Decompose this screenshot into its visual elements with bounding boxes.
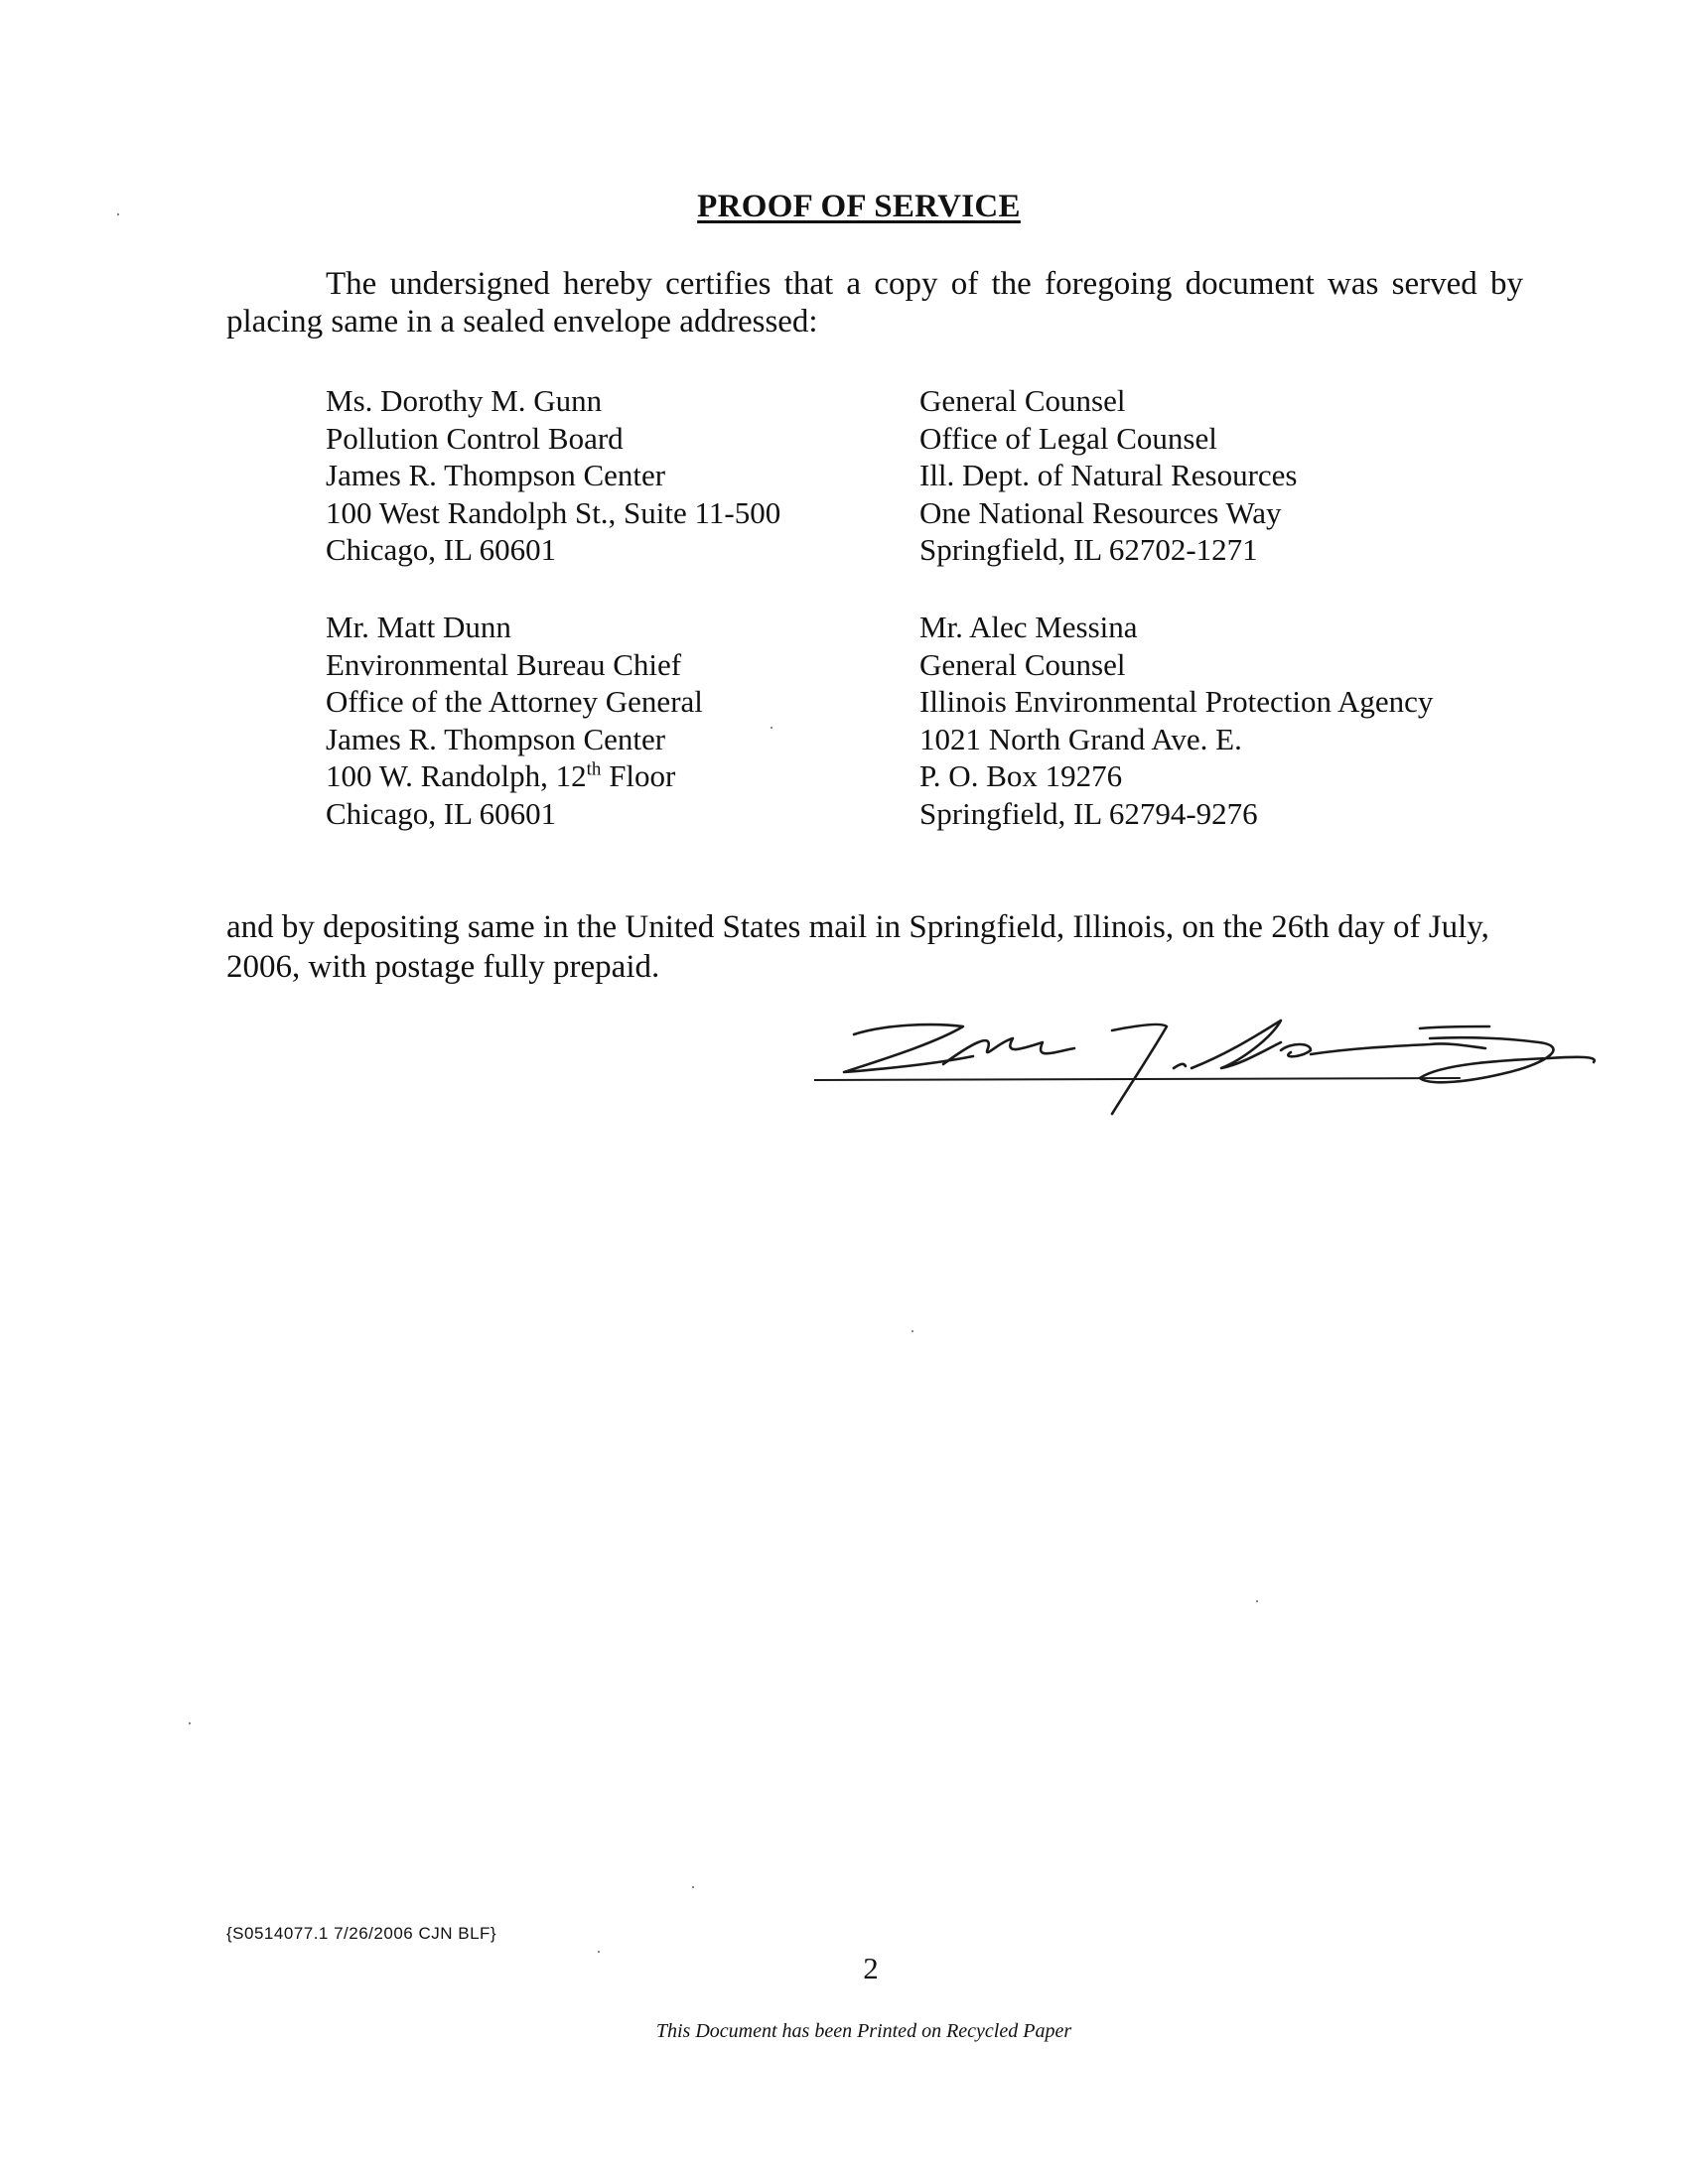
address-line: Pollution Control Board (326, 420, 624, 456)
scan-speck (771, 727, 772, 729)
address-line: James R. Thompson Center (326, 721, 666, 756)
address-line: Office of Legal Counsel (919, 420, 1217, 456)
scan-speck (1256, 1600, 1258, 1602)
document-id: {S0514077.1 7/26/2006 CJN BLF} (226, 1924, 497, 1943)
address-line: Chicago, IL 60601 (326, 795, 557, 831)
scan-speck (117, 213, 119, 215)
address-block-gunn (326, 382, 780, 569)
intro-paragraph: The undersigned hereby certifies that a copy of the foregoing document was served by placing same in a sealed envelope addressed: (226, 266, 1523, 340)
address-line: Environmental Bureau Chief (326, 646, 682, 682)
address-block-dnr (919, 382, 1298, 569)
address-line: Springfield, IL 62702-1271 (919, 532, 1258, 567)
address-block-messina (919, 609, 1433, 832)
scan-speck (912, 1330, 913, 1332)
address-line: Ill. Dept. of Natural Resources (919, 458, 1298, 492)
address-line: General Counsel (919, 383, 1126, 418)
page-number: 2 (863, 1951, 879, 1985)
address-line: General Counsel (919, 646, 1126, 682)
address-line: Office of the Attorney General (326, 684, 703, 719)
address-line: 1021 North Grand Ave. E. (919, 721, 1242, 756)
scan-speck (598, 1951, 600, 1953)
address-line: Ms. Dorothy M. Gunn (326, 383, 603, 418)
address-line: Mr. Matt Dunn (326, 610, 511, 644)
address-line: Mr. Alec Messina (919, 610, 1138, 644)
closing-paragraph: and by depositing same in the United States mail in Springfield, Illinois, on the 26th day of July, 2006, with postage fully prepaid. (226, 909, 1489, 985)
recycled-paper-note: This Document has been Printed on Recycled Paper (655, 2020, 1072, 2042)
floor-word: Floor (601, 758, 676, 793)
address-line: One National Resources Way (919, 494, 1282, 530)
scan-speck (692, 1886, 694, 1888)
handwritten-signature (814, 1003, 1599, 1132)
ordinal-suffix: th (586, 758, 602, 780)
address-line: Springfield, IL 62794-9276 (919, 795, 1258, 831)
address-line: P. O. Box 19276 (919, 758, 1123, 793)
address-block-dunn (326, 609, 703, 832)
address-line: James R. Thompson Center (326, 458, 666, 492)
scan-speck (189, 1722, 191, 1724)
address-line: Chicago, IL 60601 (326, 532, 557, 567)
street-text: 100 W. Randolph, 12 (326, 758, 587, 793)
page-title: PROOF OF SERVICE (697, 189, 1021, 224)
address-line: 100 West Randolph St., Suite 11-500 (326, 494, 781, 530)
address-line: Illinois Environmental Protection Agency (919, 684, 1434, 719)
address-line-floor (326, 757, 703, 795)
